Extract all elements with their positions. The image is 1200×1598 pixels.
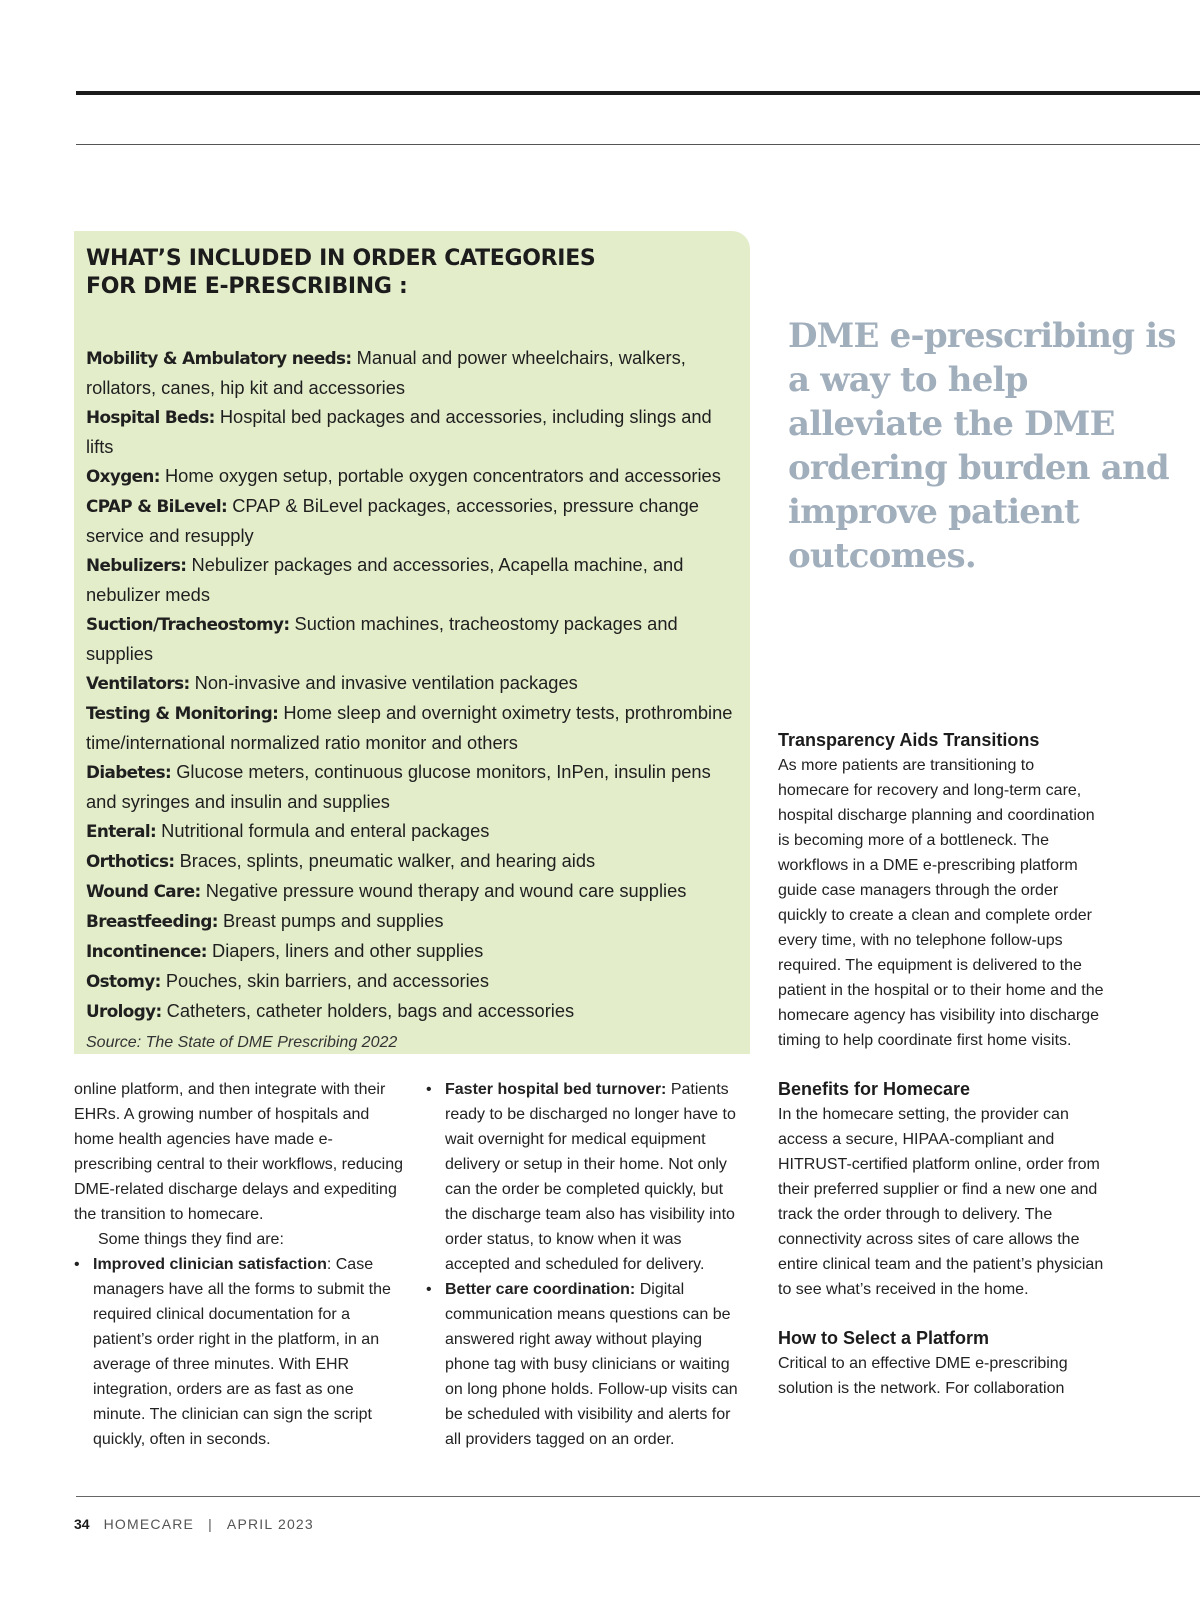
- category-item: Orthotics: Braces, splints, pneumatic walker, and hearing aids: [86, 850, 596, 871]
- page-number: 34: [74, 1516, 90, 1532]
- category-item: Testing & Monitoring: Home sleep and overnight oximetry tests, prothrombine time/international normalized ratio monitor and others: [86, 702, 733, 753]
- section-heading: Transparency Aids Transitions: [778, 730, 1040, 750]
- footer-separator: |: [208, 1516, 213, 1532]
- sidebar-title: [86, 245, 738, 301]
- category-item: Urology: Catheters, catheter holders, bags and accessories: [86, 1000, 575, 1021]
- category-item: Mobility & Ambulatory needs: Manual and power wheelchairs, walkers, rollators, canes, hip kit and accessories: [86, 347, 686, 398]
- body-paragraph: Some things they find are:: [98, 1231, 284, 1248]
- sidebar-title-line2: FOR DME E-PRESCRIBING :: [86, 274, 408, 299]
- header-rule-thin: [76, 144, 1200, 145]
- body-column-1: [74, 1077, 404, 1452]
- category-item: Suction/Tracheostomy: Suction machines, tracheostomy packages and supplies: [86, 613, 678, 664]
- body-paragraph: As more patients are transitioning to homecare for recovery and long-term care, hospital discharge planning and coordination is becoming more of a bottleneck. The workflows in a DME e-prescribing platform guide case managers through the order quickly to create a clean and complete order every time, with no telephone follow-ups required. The equipment is delivered to the patient in the hospital or to their home and the homecare agency has visibility into discharge timing to help coordinate first home visits.: [778, 757, 1104, 1049]
- sidebar-title-line1: WHAT’S INCLUDED IN ORDER CATEGORIES: [86, 246, 596, 271]
- category-item: CPAP & BiLevel: CPAP & BiLevel packages, accessories, pressure change service and resupply: [86, 495, 699, 546]
- category-item: Incontinence: Diapers, liners and other supplies: [86, 940, 484, 961]
- findings-list-continued: [426, 1077, 746, 1452]
- list-item: • Improved clinician satisfaction: Case managers have all the forms to submit the required clinical documentation for a patient’s order right in the platform, in an average of three minutes. With EHR integration, orders are as fast as one minute. The clinician can sign the script quickly, often in seconds.: [74, 1252, 404, 1452]
- publication-name: HOMECARE: [103, 1516, 195, 1532]
- category-list: [86, 343, 738, 1026]
- body-column-3: [778, 728, 1108, 1401]
- order-categories-sidebar: [74, 231, 750, 1054]
- category-item: Hospital Beds: Hospital bed packages and accessories, including slings and lifts: [86, 406, 712, 457]
- list-item: • Faster hospital bed turnover: Patients ready to be discharged no longer have to wait overnight for medical equipment delivery or setup in their home. Not only can the order be completed quickly, but the discharge team also has visibility into order status, to know when it was accepted and scheduled for delivery.: [426, 1077, 746, 1277]
- section-heading: How to Select a Platform: [778, 1328, 990, 1348]
- body-paragraph: In the homecare setting, the provider can access a secure, HIPAA-compliant and HITRUST-certified platform online, order from their preferred supplier or find a new one and track the order through to delivery. The connectivity across sites of care allows the entire clinical team and the patient’s physician to see what’s received in the home.: [778, 1106, 1104, 1298]
- category-item: Wound Care: Negative pressure wound therapy and wound care supplies: [86, 880, 687, 901]
- category-item: Diabetes: Glucose meters, continuous glucose monitors, InPen, insulin pens and syringes and insulin and supplies: [86, 761, 711, 812]
- list-item: • Better care coordination: Digital communication means questions can be answered right away without playing phone tag with busy clinicians or waiting on long phone holds. Follow-up visits can be scheduled with visibility and alerts for all providers tagged on an order.: [426, 1277, 746, 1452]
- findings-list: [74, 1252, 404, 1452]
- category-item: Enteral: Nutritional formula and enteral packages: [86, 820, 490, 841]
- footer-rule: [76, 1496, 1200, 1497]
- body-column-2: [426, 1077, 746, 1452]
- pull-quote: DME e-prescribing is a way to help alleviate the DME ordering burden and improve patient outcomes.: [788, 316, 1176, 576]
- category-item: Breastfeeding: Breast pumps and supplies: [86, 910, 444, 931]
- issue-date: APRIL 2023: [226, 1516, 314, 1532]
- body-paragraph: Critical to an effective DME e-prescribing solution is the network. For collaboration: [778, 1355, 1068, 1397]
- category-item: Nebulizers: Nebulizer packages and accessories, Acapella machine, and nebulizer meds: [86, 554, 684, 605]
- category-item: Ventilators: Non-invasive and invasive ventilation packages: [86, 672, 578, 693]
- category-item: Oxygen: Home oxygen setup, portable oxygen concentrators and accessories: [86, 465, 721, 486]
- category-item: Ostomy: Pouches, skin barriers, and accessories: [86, 970, 489, 991]
- sidebar-source: Source: The State of DME Prescribing 2022: [86, 1034, 398, 1051]
- header-rule-thick: [76, 91, 1200, 95]
- section-heading: Benefits for Homecare: [778, 1079, 971, 1099]
- body-paragraph: online platform, and then integrate with their EHRs. A growing number of hospitals and home health agencies have made e-prescribing central to their workflows, reducing DME-related discharge delays and expediting the transition to homecare.: [74, 1081, 404, 1223]
- page-footer: [74, 1516, 314, 1532]
